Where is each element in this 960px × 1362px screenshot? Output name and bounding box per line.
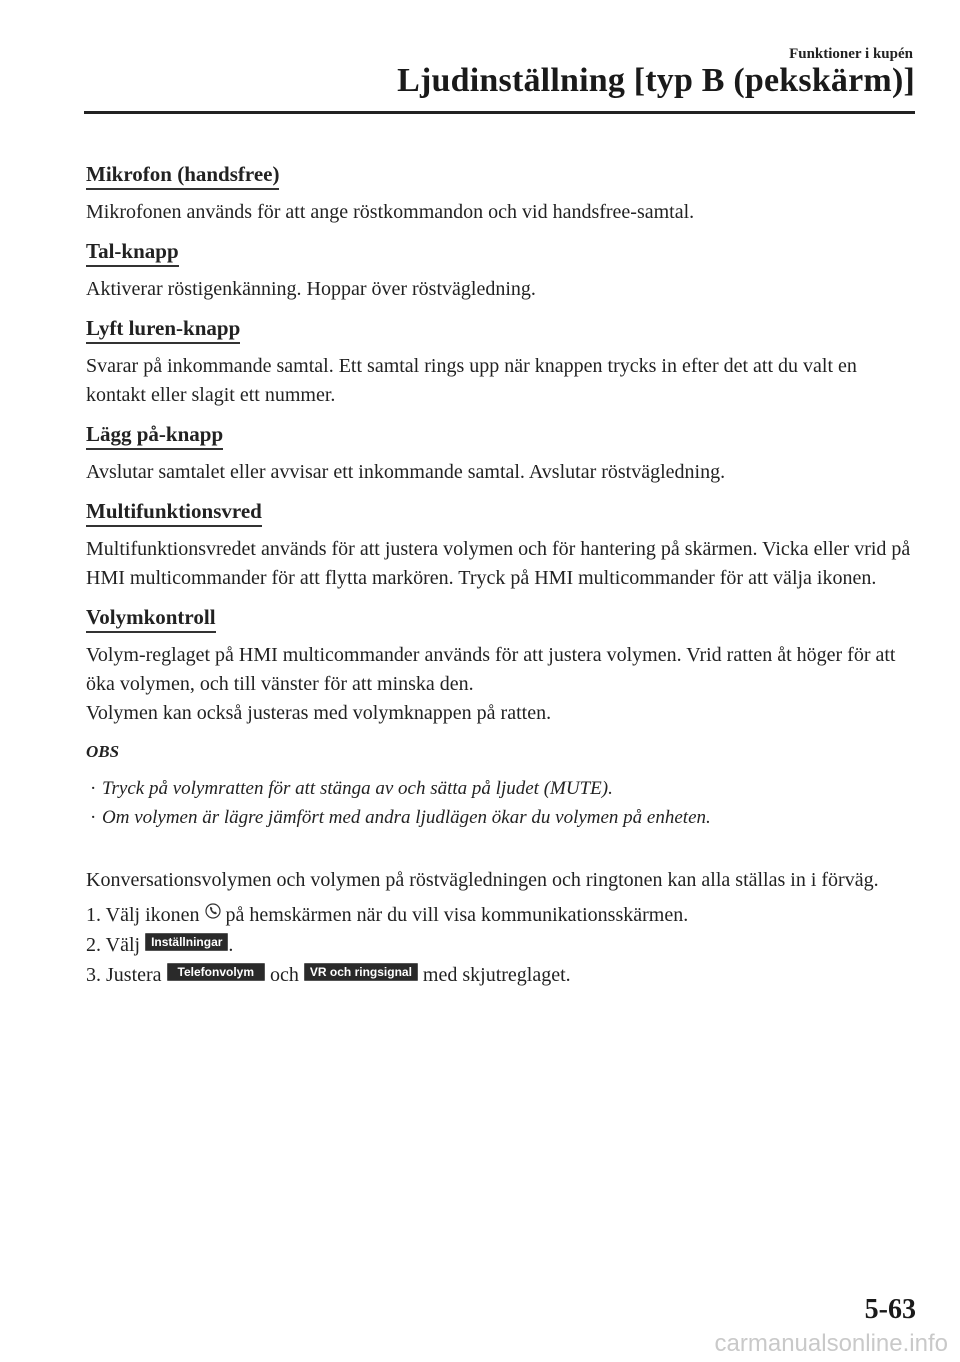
phone-volume-button: Telefonvolym <box>167 963 265 981</box>
step-text: Välj <box>105 934 141 956</box>
bullet-icon: · <box>90 807 97 828</box>
note-label: OBS <box>86 742 120 761</box>
header-divider <box>84 111 915 114</box>
page-title: Ljudinställning [typ B (pekskärm)] <box>397 62 915 99</box>
section-heading: Lägg på-knapp <box>86 422 223 450</box>
step-number: 3. <box>86 964 101 986</box>
section-lagg-pa <box>86 422 916 487</box>
bullet-icon: · <box>90 778 97 799</box>
step-list <box>86 899 916 990</box>
note-item-text: Tryck på volymratten för att stänga av och sätta på ljudet (MUTE). <box>102 778 613 799</box>
section-heading: Lyft luren-knapp <box>86 316 240 344</box>
step-number: 1. <box>86 904 101 926</box>
section-volymkontroll <box>86 605 916 728</box>
note-box <box>86 742 916 832</box>
intro-text: Konversationsvolymen och volymen på röstvägledningen och ringtonen kan alla ställas in i förväg. <box>86 869 879 891</box>
section-text: Avslutar samtalet eller avvisar ett inkommande samtal. Avslutar röstvägledning. <box>86 461 726 483</box>
phone-icon <box>205 899 221 929</box>
section-heading: Multifunktionsvred <box>86 499 262 527</box>
note-item <box>90 774 916 803</box>
section-text: Svarar på inkommande samtal. Ett samtal rings upp när knappen trycks in efter det att du valt en kontakt eller slagit ett nummer. <box>86 355 857 406</box>
step-text: Justera <box>106 964 162 986</box>
section-tal-knapp <box>86 239 916 304</box>
section-heading: Tal-knapp <box>86 239 179 267</box>
vr-ringtone-button: VR och ringsignal <box>304 963 418 981</box>
watermark: carmanualsonline.info <box>714 1330 948 1357</box>
section-heading: Mikrofon (handsfree) <box>86 162 279 190</box>
step-text: med skjutreglaget. <box>422 964 571 986</box>
header-section-label: Funktioner i kupén <box>789 46 913 62</box>
section-text: Mikrofonen används för att ange röstkommandon och vid handsfree-samtal. <box>86 201 695 223</box>
step-2 <box>86 930 916 960</box>
section-heading: Volymkontroll <box>86 605 216 633</box>
step-number: 2. <box>86 934 101 956</box>
note-item-text: Om volymen är lägre jämfört med andra ljudlägen ökar du volymen på enheten. <box>102 807 711 828</box>
section-multifunktionsvred <box>86 499 916 593</box>
main-content <box>86 162 916 990</box>
step-3 <box>86 960 916 990</box>
section-text: Multifunktionsvredet används för att justera volymen och för hantering på skärmen. Vicka eller vrid på HMI multicommander för att flytta markören. Tryck på HMI multicommander för att välja ikonen. <box>86 538 911 589</box>
step-text: Välj ikonen <box>105 904 200 926</box>
settings-button: Inställningar <box>145 933 228 951</box>
page-number: 5-63 <box>864 1294 916 1325</box>
step-text: . <box>228 934 234 956</box>
note-item <box>90 803 916 832</box>
step-text: på hemskärmen när du vill visa kommunikationsskärmen. <box>225 904 689 926</box>
section-text: Volym-reglaget på HMI multicommander används för att justera volymen. Vrid ratten åt höger för att öka volymen, och till vänster för att minska den. <box>86 644 896 695</box>
section-text: Aktiverar röstigenkänning. Hoppar över röstvägledning. <box>86 278 536 300</box>
section-text-extra: Volymen kan också justeras med volymknappen på ratten. <box>86 702 552 724</box>
section-mikrofon <box>86 162 916 227</box>
step-text: och <box>270 964 299 986</box>
step-1 <box>86 899 916 930</box>
section-lyft-luren <box>86 316 916 410</box>
